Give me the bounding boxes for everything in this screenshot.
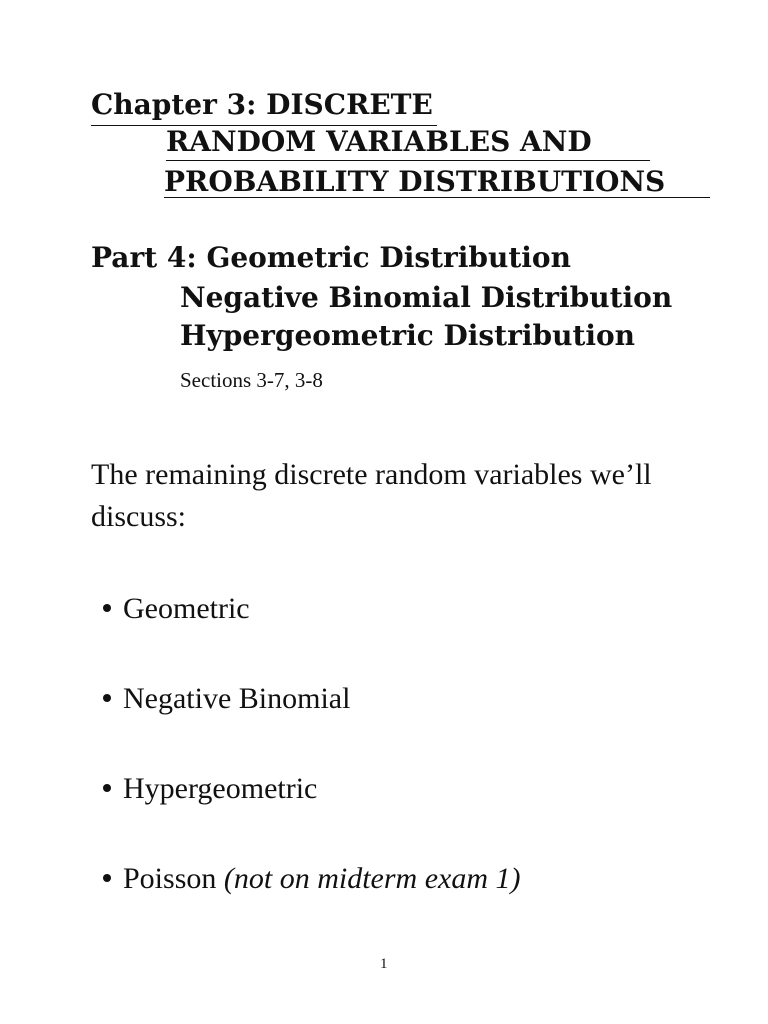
chapter-title-line-3: PROBABILITY DISTRIBUTIONS [164, 165, 666, 198]
sections-reference: Sections 3-7, 3-8 [180, 368, 323, 392]
list-item-label: Negative Binomial [123, 682, 351, 715]
list-item-label: Hypergeometric [123, 772, 318, 805]
part-heading-line-3: Hypergeometric Distribution [180, 319, 636, 352]
bullet-icon [103, 874, 111, 882]
list-item-hypergeometric [103, 774, 317, 804]
intro-line-1: The remaining discrete random variables we’ll [91, 458, 652, 491]
title-underline-3 [164, 197, 710, 198]
chapter-title-line-1: Chapter 3: DISCRETE [91, 88, 433, 121]
title-underline-2 [166, 160, 650, 161]
list-item-geometric [103, 594, 250, 624]
part-heading-line-1: Part 4: Geometric Distribution [91, 241, 571, 274]
intro-line-2: discuss: [91, 500, 187, 533]
page-number: 1 [380, 956, 388, 972]
bullet-icon [103, 694, 111, 702]
list-item-note: (not on midterm exam 1) [223, 862, 521, 895]
part-heading-line-2: Negative Binomial Distribution [180, 281, 673, 314]
chapter-title-line-2: RANDOM VARIABLES AND [166, 125, 592, 158]
list-item-negative-binomial [103, 684, 350, 714]
list-item-poisson [103, 864, 520, 894]
bullet-icon [103, 604, 111, 612]
bullet-icon [103, 784, 111, 792]
list-item-label: Geometric [123, 592, 250, 625]
list-item-label: Poisson [123, 862, 217, 895]
